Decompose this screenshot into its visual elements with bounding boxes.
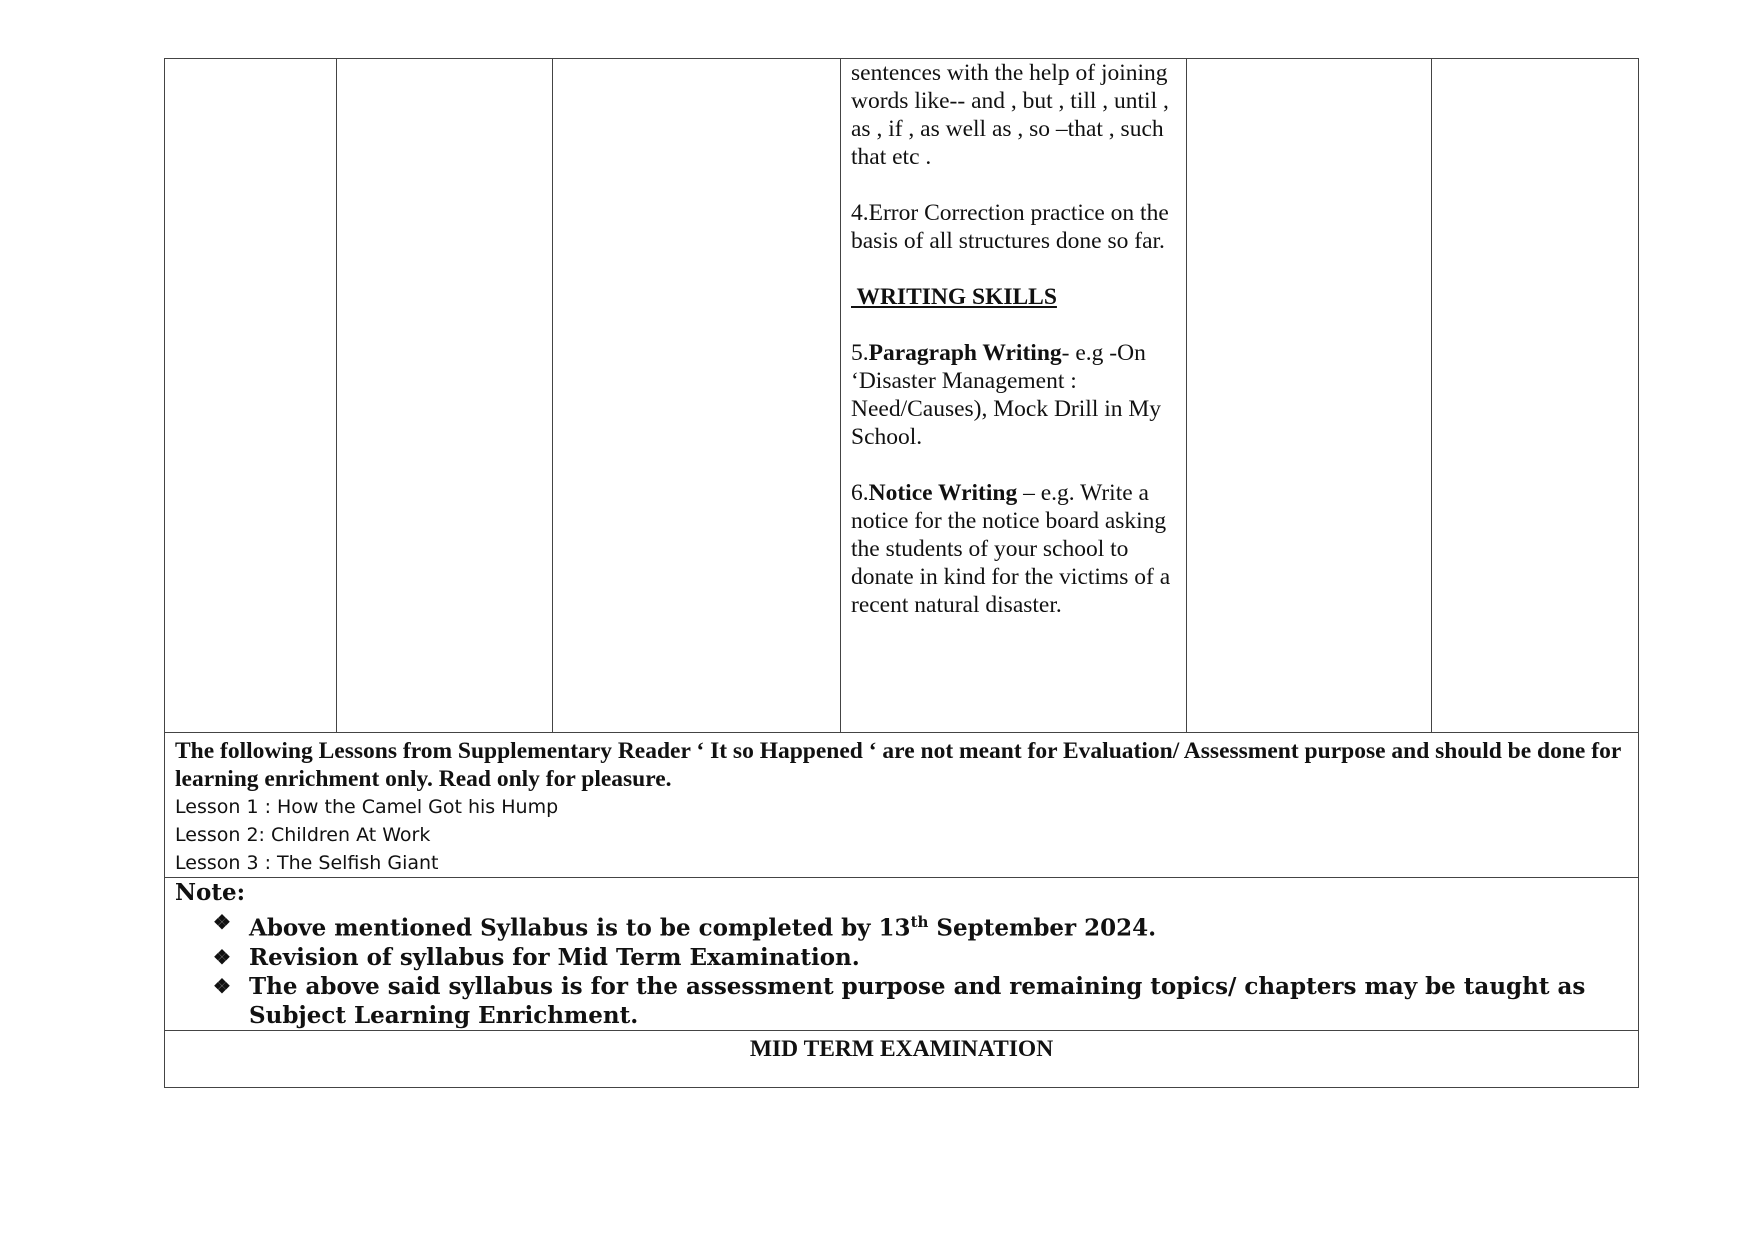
col-1-cell [165,59,337,733]
table-row-content [165,59,1639,733]
content-cell [841,59,1187,733]
col-5-cell [1187,59,1432,733]
grammar-joining-words-text: sentences with the help of joining words like-- and , but , till , until , as , if , as well as , so –that , such that etc . [851,60,1169,170]
notice-writing-item [851,479,1178,619]
supplementary-cell [165,733,1639,878]
table-row-mid-term [165,1030,1639,1087]
note-item-3 [213,972,1638,1030]
mid-term-title: MID TERM EXAMINATION [749,1035,1054,1062]
diamond-bullet-icon: ❖ [213,973,231,998]
paragraph-writing-title: Paragraph Writing [868,340,1062,366]
table-row-note [165,878,1639,1031]
notice-writing-number: 6. [851,480,869,506]
note-cell [165,878,1639,1031]
col-6-cell [1432,59,1639,733]
lesson-1-text: Lesson 1 : How the Camel Got his Hump [175,796,559,818]
note-item-2-text: Revision of syllabus for Mid Term Examination. [249,943,860,971]
note-item-1-date: September 2024. [928,914,1157,942]
supplementary-note-text: The following Lessons from Supplementary Reader ‘ It so Happened ‘ are not meant for Evaluation/ Assessment purpose and should be done for learning enrichment only. Read only for pleasure. [175,738,1621,792]
paragraph-writing-description: - e.g -On ‘Disaster Management : Need/Causes), Mock Drill in My School. [851,340,1162,450]
mid-term-cell [165,1030,1639,1087]
col-2-cell [337,59,553,733]
error-correction-text: 4.Error Correction practice on the basis of all structures done so far. [851,200,1169,254]
note-item-1-text: Above mentioned Syllabus is to be completed by 13 [249,914,911,942]
note-title: Note: [175,879,246,906]
note-item-1-superscript: th [910,913,929,931]
col-3-cell [553,59,841,733]
diamond-bullet-icon: ❖ [213,910,231,934]
notice-writing-title: Notice Writing [868,480,1018,506]
writing-skills-heading: WRITING SKILLS [851,284,1057,310]
paragraph-writing-item [851,339,1178,451]
note-list [165,908,1638,1030]
paragraph-writing-number: 5. [851,340,869,366]
note-item-2 [213,943,1638,972]
table-row-supplementary [165,733,1639,878]
note-item-3-text: The above said syllabus is for the assessment purpose and remaining topics/ chapters may be taught as Subject Learning Enrichment. [249,972,1586,1029]
lesson-2-text: Lesson 2: Children At Work [175,824,431,846]
notice-writing-description: – e.g. Write a notice for the notice board asking the students of your school to donate in kind for the victims of a recent natural disaster. [851,480,1171,618]
note-item-1 [213,908,1638,943]
diamond-bullet-icon: ❖ [213,944,231,969]
syllabus-table [164,58,1639,1088]
lesson-3-text: Lesson 3 : The Selfish Giant [175,852,439,874]
